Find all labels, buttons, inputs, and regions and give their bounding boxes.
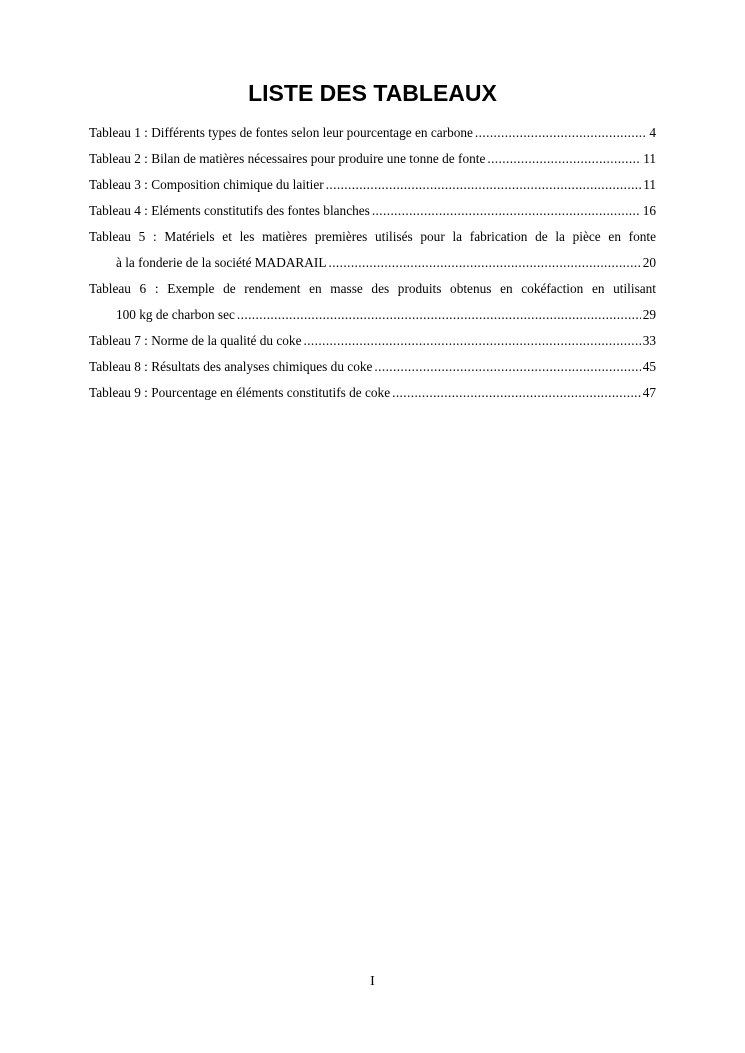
toc-entry-tableau-6[interactable] [89, 276, 656, 328]
toc-entry-label-continuation: 100 kg de charbon sec [116, 307, 235, 322]
toc-entry-tableau-9[interactable] [89, 380, 656, 406]
toc-entry-tableau-5[interactable] [89, 224, 656, 276]
toc-entry-label: Tableau 8 : Résultats des analyses chimiques du coke [89, 359, 373, 374]
toc-entry-page: 11 [643, 151, 656, 166]
toc-entry-label: Tableau 4 : Eléments constitutifs des fontes blanches [89, 203, 370, 218]
toc-entry-label: Tableau 6 : Exemple de rendement en masse des produits obtenus en cokéfaction en utilisant [89, 281, 656, 296]
toc-entry-page: 29 [642, 307, 656, 322]
dot-leader [374, 354, 640, 380]
toc-line [89, 120, 656, 146]
toc-line [89, 276, 656, 302]
toc-line-continuation [89, 250, 656, 276]
toc-entry-tableau-8[interactable] [89, 354, 656, 380]
toc-entry-label: Tableau 1 : Différents types de fontes selon leur pourcentage en carbone [89, 125, 473, 140]
dot-leader [237, 302, 641, 328]
toc-entry-tableau-1[interactable] [89, 120, 656, 146]
toc-entry-tableau-4[interactable] [89, 198, 656, 224]
toc-entry-label: Tableau 2 : Bilan de matières nécessaires pour produire une tonne de fonte [89, 151, 486, 166]
dot-leader [475, 120, 647, 146]
footer-page-number: I [370, 974, 375, 989]
toc-entry-tableau-3[interactable] [89, 172, 656, 198]
dot-leader [328, 250, 640, 276]
dot-leader [487, 146, 641, 172]
table-list [89, 120, 656, 406]
toc-entry-label: Tableau 7 : Norme de la qualité du coke [89, 333, 302, 348]
toc-entry-label-continuation: à la fonderie de la société MADARAIL [116, 255, 327, 270]
toc-line [89, 328, 656, 354]
toc-line [89, 198, 656, 224]
toc-entry-tableau-7[interactable] [89, 328, 656, 354]
toc-line [89, 354, 656, 380]
dot-leader [326, 172, 642, 198]
toc-line [89, 380, 656, 406]
toc-line [89, 224, 656, 250]
toc-line [89, 146, 656, 172]
toc-entry-page: 4 [649, 125, 656, 140]
dot-leader [372, 198, 641, 224]
toc-entry-page: 20 [642, 255, 656, 270]
toc-entry-page: 33 [642, 333, 656, 348]
toc-line [89, 172, 656, 198]
dot-leader [392, 380, 641, 406]
toc-entry-label: Tableau 3 : Composition chimique du laitier [89, 177, 324, 192]
page-title: LISTE DES TABLEAUX [248, 80, 497, 106]
toc-entry-tableau-2[interactable] [89, 146, 656, 172]
toc-entry-label: Tableau 9 : Pourcentage en éléments constitutifs de coke [89, 385, 391, 400]
toc-entry-page: 16 [642, 203, 656, 218]
dot-leader [303, 328, 640, 354]
toc-line-continuation [89, 302, 656, 328]
toc-entry-page: 45 [642, 359, 656, 374]
toc-entry-page: 11 [643, 177, 656, 192]
toc-entry-label: Tableau 5 : Matériels et les matières premières utilisés pour la fabrication de la pièce en fonte [89, 229, 656, 244]
toc-entry-page: 47 [642, 385, 656, 400]
